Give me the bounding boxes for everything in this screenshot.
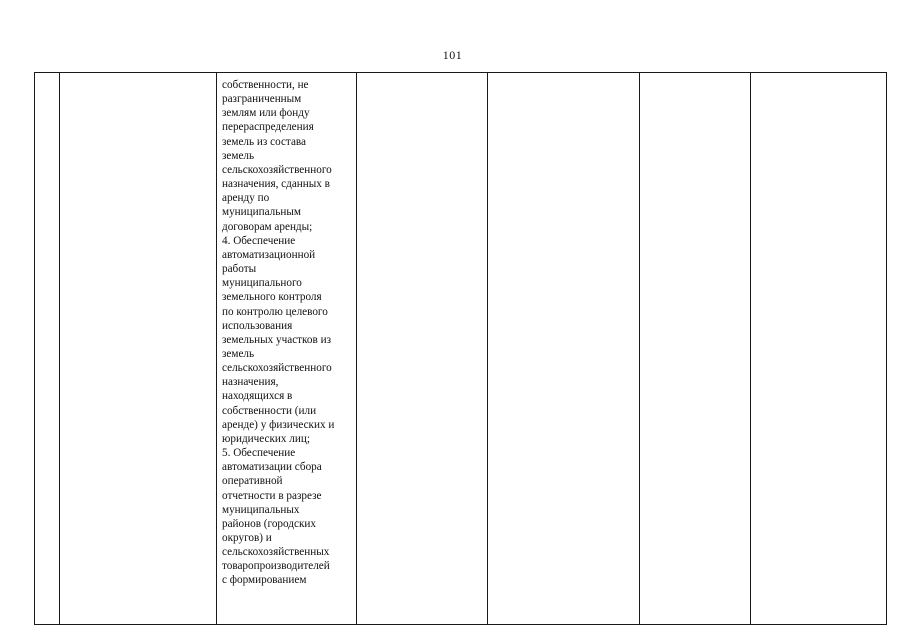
page-number: 101 — [442, 48, 463, 62]
cell-text — [488, 73, 639, 78]
cell-text — [35, 73, 59, 78]
table-row — [35, 73, 887, 625]
table-cell-description — [217, 73, 357, 625]
table-cell-name — [60, 73, 217, 625]
table-cell-7 — [751, 73, 887, 625]
cell-text — [751, 73, 886, 78]
document-table — [34, 72, 887, 625]
cell-text — [60, 73, 216, 78]
table-cell-6 — [640, 73, 751, 625]
cell-description-text: собственности, не разграниченным землям или фонду перераспределения земель из состава земель сельскохозяйственного назначения, сданных в аренду по муниципальным договорам аренды; 4. Обеспечение автоматизационной работы муниципального земельного контроля по контролю целевого использования земельных участков из земель сельскохозяйственного назначения, находящихся в собственности (или аренде) у физических и юридических лиц; 5. Обеспечение автоматизации сбора оперативной отчетности в разрезе муниципальных районов (городских округов) и сельскохозяйственных товаропроизводителей с формированием — [222, 79, 335, 587]
cell-text — [640, 73, 750, 78]
table-cell-number — [35, 73, 60, 625]
table-cell-4 — [357, 73, 488, 625]
table-cell-5 — [488, 73, 640, 625]
cell-text — [357, 73, 487, 78]
